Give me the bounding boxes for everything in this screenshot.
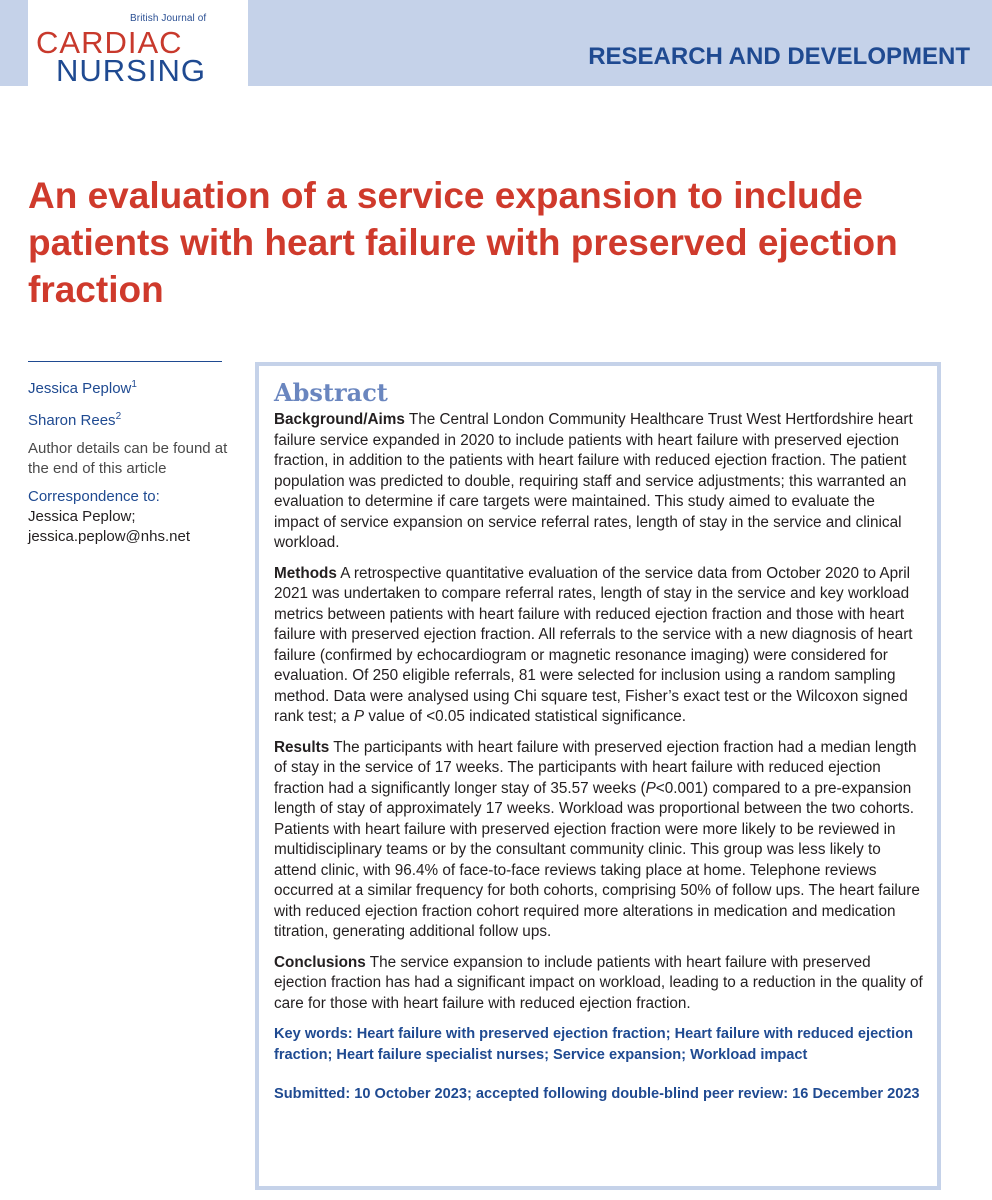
methods-p-symbol: P	[353, 708, 365, 725]
correspondence-label: Correspondence to:	[28, 488, 160, 505]
abstract-box	[255, 362, 941, 1190]
logo-cardiac: CARDIAC	[36, 25, 183, 60]
results-p-symbol: P	[645, 779, 656, 797]
methods-text-a: A retrospective quantitative evaluation of the service data from October 2020 to April 2021 was undertaken to compare referral rates, length of stay in the service and key workload metrics between patients with heart failure with reduced ejection fraction and those with heart failure with preserved ejection fraction. All referrals to the service with a new diagnosis of heart failure (confirmed by echocardiogram or magnetic resonance imaging) were considered for evaluation. Of 250 eligible referrals, 81 were selected for inclusion using a random sampling method. Data were analysed using Chi square test, Fisher’s exact test or the Wilcoxon signed rank test; a	[274, 564, 913, 725]
background-paragraph	[274, 410, 924, 554]
logo-nursing: NURSING	[56, 53, 206, 88]
journal-logo	[28, 0, 248, 86]
section-label: RESEARCH AND DEVELOPMENT	[588, 43, 970, 70]
author-details-note: Author details can be found at the end of this article	[28, 440, 228, 477]
header-band	[0, 0, 992, 86]
conclusions-paragraph	[274, 953, 924, 1015]
background-text: The Central London Community Healthcare Trust West Hertfordshire heart failure service expanded in 2020 to include patients with heart failure with preserved ejection fraction, in addition to the patients with heart failure with reduced ejection fraction. The patient population was predicted to double, requiring staff and service adjustments; this warranted an evaluation to determine if care targets were maintained. This study aimed to evaluate the impact of service expansion on service referral rates, length of stay in the service and clinical workload.	[274, 411, 913, 551]
abstract-content	[274, 378, 924, 1105]
background-label: Background/Aims	[274, 411, 405, 428]
author-1	[28, 375, 238, 399]
author-1-name: Jessica Peplow	[28, 380, 132, 397]
results-paragraph	[274, 738, 924, 943]
author-2	[28, 407, 238, 431]
methods-paragraph	[274, 564, 924, 728]
results-text-b: <0.001) compared to a pre-expansion length of stay of approximately 17 weeks. Workload was proportional between the two cohorts. Patients with heart failure with preserved ejection fraction were more likely to be reviewed in multidisciplinary teams or by the consultant community clinic. This group was less likely to attend clinic, with 96.4% of face-to-face reviews taking place at home. Telephone reviews occurred at a similar frequency for both cohorts, comprising 50% of follow ups. The heart failure with reduced ejection fraction cohort required more alterations in medication and medication titration, generating additional follow ups.	[274, 779, 920, 940]
submission-dates: Submitted: 10 October 2023; accepted following double-blind peer review: 16 December 2023	[274, 1086, 920, 1102]
correspondence-name: Jessica Peplow;	[28, 508, 136, 525]
logo-subtitle: British Journal of	[130, 13, 207, 24]
correspondence-email[interactable]: jessica.peplow@nhs.net	[28, 528, 190, 545]
conclusions-text: The service expansion to include patients with heart failure with preserved ejection fraction has had a significant impact on workload, leading to a reduction in the quality of care for those with heart failure with reduced ejection fraction.	[274, 953, 923, 1012]
conclusions-label: Conclusions	[274, 953, 366, 971]
author-2-name: Sharon Rees	[28, 412, 116, 429]
author-2-affiliation: 2	[115, 411, 122, 422]
results-label: Results	[274, 738, 330, 756]
abstract-heading: Abstract	[274, 378, 388, 407]
author-block	[28, 375, 238, 547]
keywords: Key words: Heart failure with preserved ejection fraction; Heart failure with reduced ejection fraction; Heart failure specialist nurses; Service expansion; Workload impact	[274, 1026, 914, 1063]
author-divider	[28, 361, 222, 362]
author-1-affiliation: 1	[131, 379, 137, 390]
results-text-a: The participants with heart failure with preserved ejection fraction had a median length of stay in the service of 17 weeks. The participants with heart failure with reduced ejection fraction had a significantly longer stay of 35.57 weeks (	[274, 738, 917, 797]
article-title: An evaluation of a service expansion to include patients with heart failure with preserved ejection fraction	[28, 175, 898, 310]
methods-text-b: value of <0.05 indicated statistical significance.	[364, 708, 686, 725]
methods-label: Methods	[274, 564, 337, 582]
